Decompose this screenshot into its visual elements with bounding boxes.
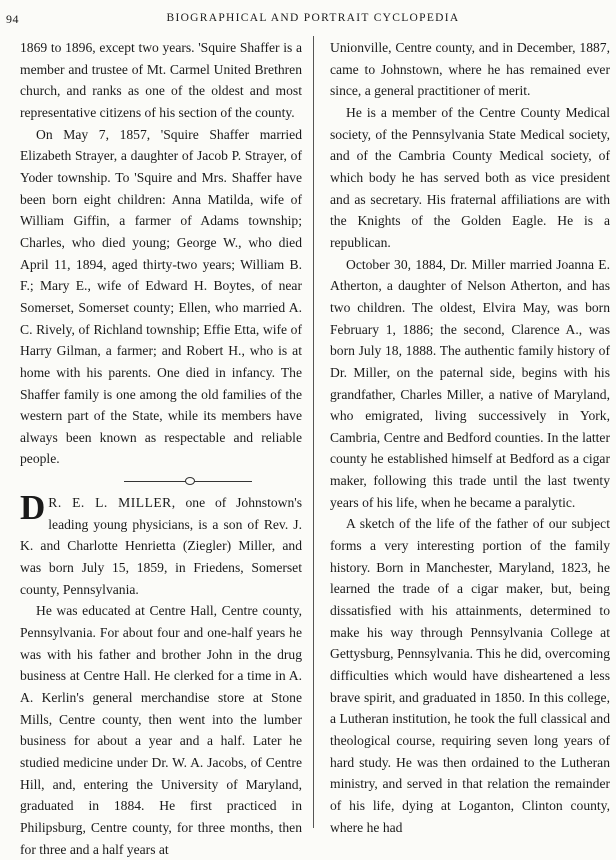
section-separator bbox=[20, 470, 302, 492]
paragraph-miller-intro bbox=[20, 488, 303, 600]
page-header bbox=[0, 0, 616, 30]
paragraph-father-sketch: A sketch of the life of the father of our subject forms a very interesting portion of the family history. Born in Manchester, Maryland, 1823, he learned the trade of a cigar maker, but, being dissatisfied with his attainments, determined to make his way through Pennsylvania College at Gettysburg, Pennsylvania. This he did, overcoming difficulties which would have disheartened a less brave spirit, and graduated in 1850. In this college, a Lutheran institution, he took the full classical and theological course, requiring seven long years of hard study. He was then ordained to the Lutheran ministry, and served in that relation the remainder of his life, dying at Loganton, Clinton county, where he had bbox=[330, 516, 610, 835]
right-column bbox=[330, 37, 610, 838]
bio-name: R. E. L. MILLER, bbox=[48, 495, 176, 511]
paragraph-shaffer-family: On May 7, 1857, 'Squire Shaffer married Elizabeth Strayer, a daughter of Jacob P. Strayer, of Yoder township. To 'Squire and Mrs. Shaffer have been born eight children: Anna Matilda, wife of William Giffin, a farmer of Adams township; Charles, who died young; George W., who died April 11, 1894, aged thirty-two years; William B. F.; Mary E., wife of Edward H. Boytes, of near Somerset, Somerset county; Ellen, who married A. C. Rively, of Richland township; Effie Etta, wife of Harry Gilman, a farmer; and Robert H., who is at home with his parents. One died in infancy. The Shaffer family is one among the old families of the western part of the State, while its members have always been known as respectable and reliable people. bbox=[20, 126, 302, 467]
paragraph-marriage-family-history: October 30, 1884, Dr. Miller married Joanna E. Atherton, a daughter of Nelson Atherton, and has two children. The oldest, Elvira May, was born February 1, 1886; the second, Clarence A., was born July 18, 1888. The authentic family history of Dr. Miller, on the paternal side, begins with his grandfather, Charles Miller, a native of Maryland, who emigrated, living successively in York, Cambria, Centre and Bedford counties. In the latter county he established himself at Bedford as a cigar maker, following this trade until the last twenty years of his life, when he became a paralytic. bbox=[330, 256, 610, 510]
bio-intro-text: one of Johnstown's leading young physicians, is a son of Rev. J. K. and Charlotte Henrietta (Ziegler) Miller, and was born July 15, 1859, in Friedens, Somerset county, Pennsylvania. bbox=[20, 495, 303, 597]
left-column bbox=[20, 37, 302, 860]
drop-cap: D bbox=[20, 488, 46, 528]
page-number: 94 bbox=[6, 12, 19, 26]
paragraph-miller-education: He was educated at Centre Hall, Centre county, Pennsylvania. For about four and one-half years he was with his father and brother John in the drug business at Centre Hall. He clerked for a time in A. A. Kerlin's general merchandise store at Stone Mills, Centre county, then went into the lumber business for about a year and a half. Later he studied medicine under Dr. W. A. Jacobs, of Centre Hill, and, entering the University of Maryland, graduated in 1884. He first practiced in Philipsburg, Centre county, for three months, then for three and a half years at bbox=[20, 603, 302, 857]
paragraph-medical-societies: He is a member of the Centre County Medical society, of the Pennsylvania State Medical society, and of the Cambria County Medical society, of which body he has served both as vice president and as secretary. His fraternal affiliations are with the Knights of the Golden Eagle. He is a republican. bbox=[330, 104, 610, 250]
running-head: BIOGRAPHICAL AND PORTRAIT CYCLOPEDIA bbox=[166, 12, 460, 24]
paragraph-unionville: Unionville, Centre county, and in December, 1887, came to Johnstown, where he has remained ever since, a general practitioner of merit. bbox=[330, 40, 610, 99]
paragraph-shaffer-church: 1869 to 1896, except two years. 'Squire Shaffer is a member and trustee of Mt. Carmel United Brethren church, and ranks as one of the oldest and most representative citizens of his section of the county. bbox=[20, 40, 302, 120]
column-divider bbox=[313, 36, 314, 828]
